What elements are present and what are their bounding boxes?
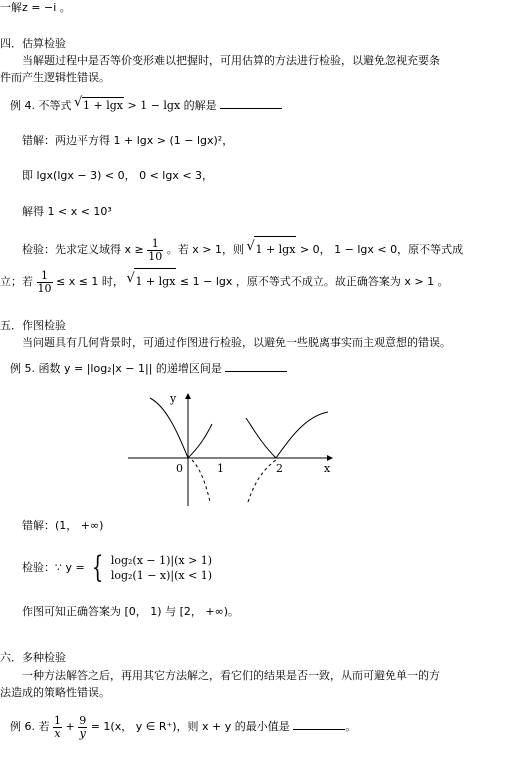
example-5: 例 5. 函数 y = |log₂|x − 1|| 的递增区间是 [10, 361, 287, 377]
line-solution-z: 一解z = −i 。 [0, 1, 71, 14]
section-6-title: 六．多种检验 [0, 651, 66, 664]
function-graph [120, 388, 340, 510]
section-4-para-line2: 件而产生逻辑性错误。 [0, 71, 110, 84]
sqrt-expression: √ 1 + lgx [82, 97, 124, 114]
fraction-1-over-10: $\frac{1}{10}$ [37, 268, 52, 295]
wrong-solution-4: 错解：两边平方得 1 + lgx > (1 − lgx)²， [22, 134, 234, 147]
section-5-title: 五．作图检验 [0, 319, 66, 332]
check-line-5: 检验：∵ y = { log₂(x − 1)|(x > 1) log₂(1 − x)|(x < 1) [22, 550, 213, 585]
section-6-para-line2: 法造成的策略性错误。 [0, 686, 110, 699]
section-4-title: 四．估算检验 [0, 37, 66, 50]
answer-blank-ex6 [293, 719, 345, 730]
answer-blank-ex4 [220, 98, 282, 109]
fraction-1-over-10: $\frac{1}{10}$ [148, 236, 163, 263]
curve-near-one-right [246, 418, 276, 458]
section-6-para-line1: 一种方法解答之后，再用其它方法解之，看它们的结果是否一致，从而可避免单一的方 [22, 669, 440, 682]
sqrt-expression: √ 1 + lgx [254, 236, 296, 263]
check-line-4: 检验：先求定义域得 x ≥ $\frac{1}{10}$ 。若 x > 1，则 √ 1 + lgx > 0， 1 − lgx < 0，原不等式成 [22, 236, 463, 263]
answer-blank-ex5 [225, 361, 287, 372]
sqrt-expression: √ 1 + lgx [134, 268, 176, 295]
example-6: 例 6. 若 $\frac{1}{x}$ + $\frac{9}{y}$ = 1(x， y ∈ R⁺)，则 x + y 的最小值是 。 [10, 713, 357, 740]
curve-right [276, 412, 328, 458]
section-4-para-line1: 当解题过程中是否等价变形难以把握时，可用估算的方法进行检验，以避免忽视充要条 [22, 54, 440, 67]
dashed-asymptote-right [248, 460, 276, 502]
example-4: 例 4. 不等式 √ 1 + lgx > 1 − lgx 的解是 [10, 97, 282, 114]
x-axis-label: x [324, 462, 331, 475]
left-brace: { [92, 550, 104, 585]
tick-label-1: 1 [217, 462, 224, 475]
wrong-solution-5: 错解：(1， +∞) [22, 519, 104, 532]
conclusion-5: 作图可知正确答案为 [0， 1) 与 [2， +∞)。 [22, 605, 240, 618]
curve-left [150, 398, 188, 458]
fraction-9-over-y: $\frac{9}{y}$ [79, 713, 87, 740]
section-5-para: 当问题具有几何背景时，可通过作图进行检验，以避免一些脱离事实而主观意想的错误。 [22, 336, 451, 349]
check-line-4-cont: 立；若 $\frac{1}{10}$ ≤ x ≤ 1 时， √ 1 + lgx ≤ 1 − lgx ，原不等式不成立。故正确答案为 x > 1 。 [0, 268, 449, 295]
step-lgx: 即 lgx(lgx − 3) < 0， 0 < lgx < 3， [22, 169, 214, 182]
y-axis-label: y [170, 392, 177, 405]
piecewise-cases: log₂(x − 1)|(x > 1) log₂(1 − x)|(x < 1) [110, 554, 213, 582]
dashed-asymptote-left [192, 460, 210, 502]
tick-label-2: 2 [276, 462, 283, 475]
tick-label-0: 0 [176, 462, 183, 475]
step-solve: 解得 1 < x < 10³ [22, 205, 112, 218]
curve-near-one-left [188, 424, 212, 458]
fraction-1-over-x: $\frac{1}{x}$ [54, 713, 61, 740]
